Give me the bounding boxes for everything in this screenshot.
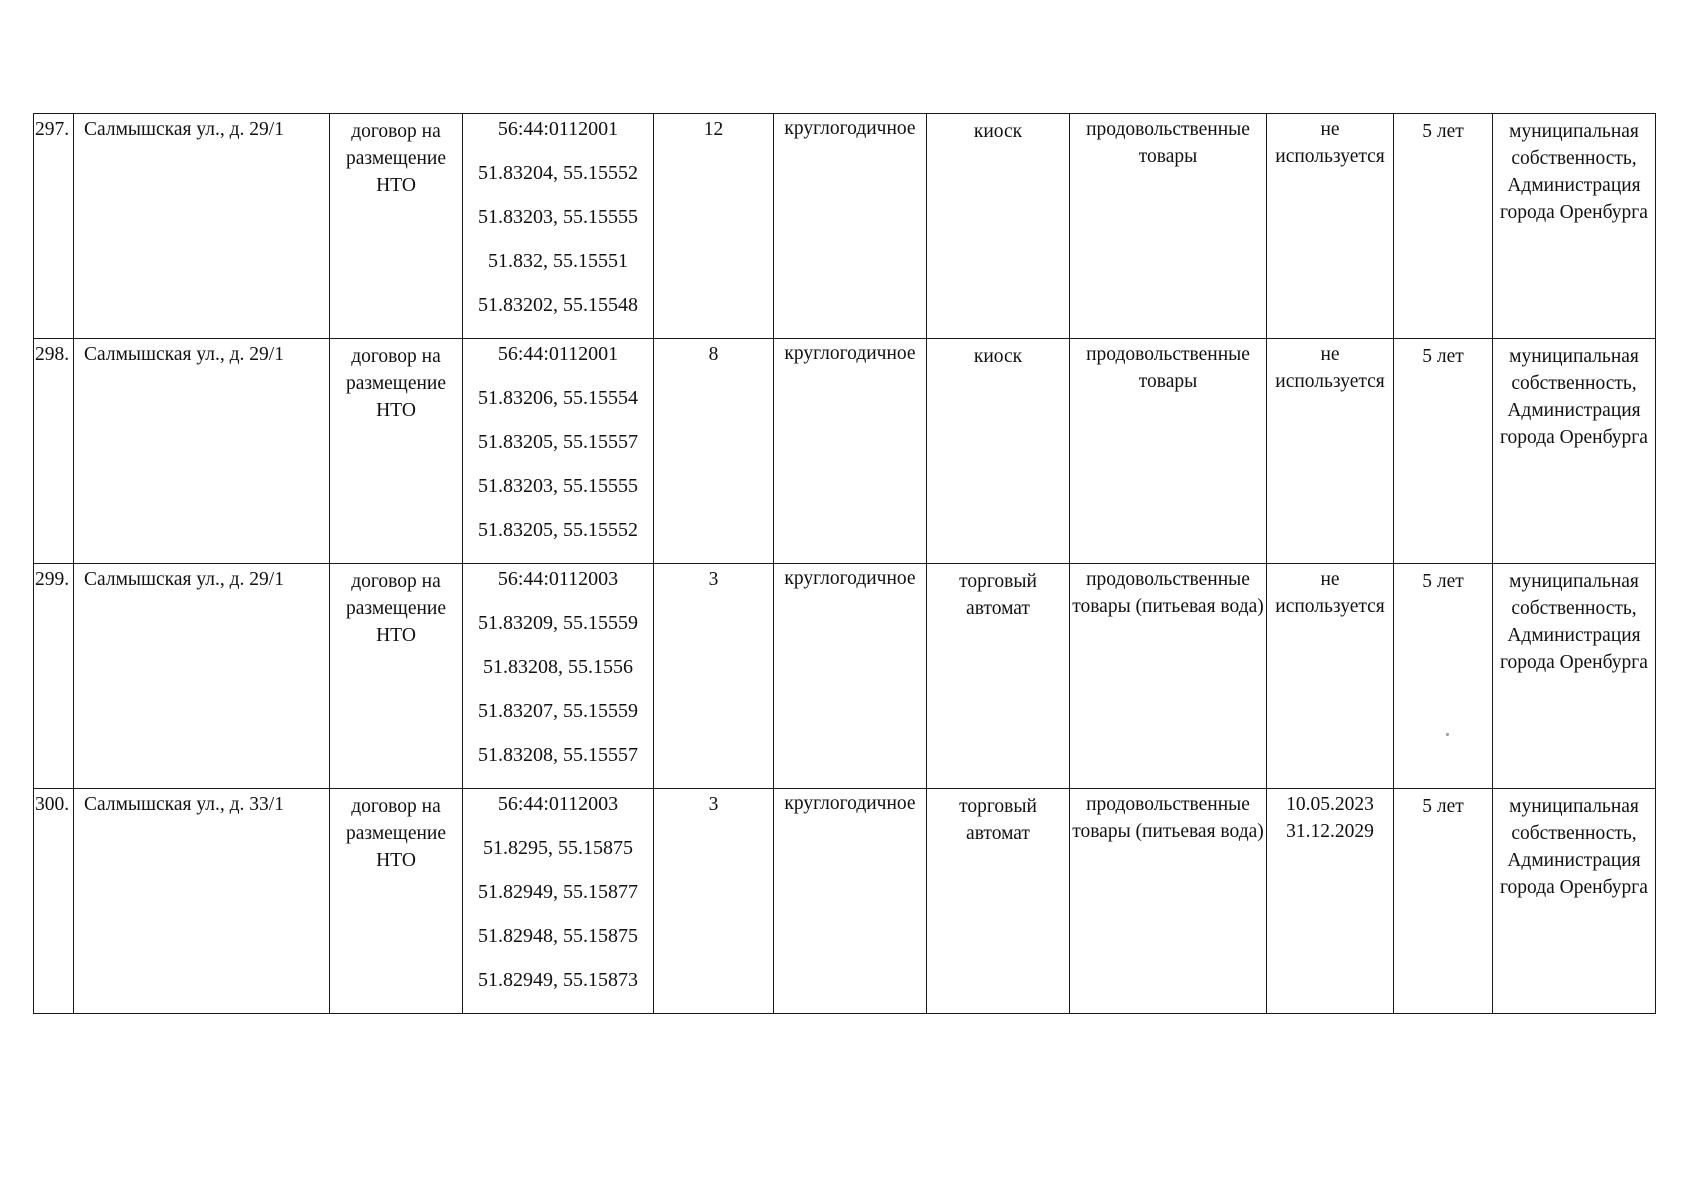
coordinate-pair: 51.83208, 55.15557 (478, 744, 638, 766)
object-type-cell: торговый автомат (927, 789, 1070, 1014)
term-cell: 5 лет (1394, 114, 1493, 339)
usage-cell: не используется (1267, 339, 1394, 564)
coordinate-pair: 51.82948, 55.15875 (478, 925, 638, 947)
coordinate-pair: 51.82949, 55.15873 (478, 969, 638, 991)
document-cell: договор на размещение НТО (330, 339, 463, 564)
address-cell: Салмышская ул., д. 33/1 (74, 789, 330, 1014)
address-cell: Салмышская ул., д. 29/1 (74, 564, 330, 789)
coordinate-pair: 51.83203, 55.15555 (478, 475, 638, 497)
period-cell: круглогодичное (774, 114, 927, 339)
cadastral-cell (463, 564, 654, 789)
object-type-cell: киоск (927, 114, 1070, 339)
period-cell: круглогодичное (774, 564, 927, 789)
usage-cell: не используется (1267, 564, 1394, 789)
nto-registry-table (33, 113, 1656, 1014)
row-number: 300. (34, 789, 74, 1014)
table-body (34, 114, 1656, 1014)
cadastral-number: 56:44:0112001 (497, 118, 619, 140)
row-number: 298. (34, 339, 74, 564)
cadastral-cell (463, 789, 654, 1014)
area-cell: 3 (654, 564, 774, 789)
document-cell: договор на размещение НТО (330, 564, 463, 789)
coordinate-pair: 51.83205, 55.15552 (478, 519, 638, 541)
coordinate-pair: 51.83205, 55.15557 (478, 431, 638, 453)
coordinate-pair: 51.83208, 55.1556 (483, 656, 633, 678)
coordinate-pair: 51.832, 55.15551 (488, 250, 628, 272)
term-cell: 5 лет (1394, 789, 1493, 1014)
row-number: 297. (34, 114, 74, 339)
address-cell: Салмышская ул., д. 29/1 (74, 339, 330, 564)
scan-speck (1446, 733, 1449, 736)
owner-cell: муниципальная собственность, Администрация города Оренбурга (1493, 564, 1656, 789)
table-row (34, 564, 1656, 789)
cadastral-number: 56:44:0112003 (497, 793, 619, 815)
document-cell: договор на размещение НТО (330, 114, 463, 339)
row-number: 299. (34, 564, 74, 789)
area-cell: 3 (654, 789, 774, 1014)
table-row (34, 339, 1656, 564)
period-cell: круглогодичное (774, 339, 927, 564)
owner-cell: муниципальная собственность, Администрация города Оренбурга (1493, 339, 1656, 564)
object-type-cell: торговый автомат (927, 564, 1070, 789)
coordinate-pair: 51.83207, 55.15559 (478, 700, 638, 722)
cadastral-cell (463, 339, 654, 564)
term-cell: 5 лет (1394, 564, 1493, 789)
coordinate-pair: 51.83209, 55.15559 (478, 612, 638, 634)
area-cell: 12 (654, 114, 774, 339)
cadastral-cell (463, 114, 654, 339)
document-cell: договор на размещение НТО (330, 789, 463, 1014)
object-type-cell: киоск (927, 339, 1070, 564)
coordinate-pair: 51.83203, 55.15555 (478, 206, 638, 228)
usage-cell: 10.05.2023 31.12.2029 (1267, 789, 1394, 1014)
address-cell: Салмышская ул., д. 29/1 (74, 114, 330, 339)
coordinate-pair: 51.83204, 55.15552 (478, 162, 638, 184)
table-row (34, 114, 1656, 339)
owner-cell: муниципальная собственность, Администрация города Оренбурга (1493, 114, 1656, 339)
cadastral-number: 56:44:0112001 (497, 343, 619, 365)
cadastral-number: 56:44:0112003 (497, 568, 619, 590)
specialization-cell: продовольственные товары (1070, 339, 1267, 564)
table-row (34, 789, 1656, 1014)
area-cell: 8 (654, 339, 774, 564)
coordinate-pair: 51.83206, 55.15554 (478, 387, 638, 409)
coordinate-pair: 51.8295, 55.15875 (483, 837, 633, 859)
specialization-cell: продовольственные товары (питьевая вода) (1070, 789, 1267, 1014)
term-cell: 5 лет (1394, 339, 1493, 564)
specialization-cell: продовольственные товары (питьевая вода) (1070, 564, 1267, 789)
specialization-cell: продовольственные товары (1070, 114, 1267, 339)
owner-cell: муниципальная собственность, Администрация города Оренбурга (1493, 789, 1656, 1014)
coordinate-pair: 51.83202, 55.15548 (478, 294, 638, 316)
coordinate-pair: 51.82949, 55.15877 (478, 881, 638, 903)
period-cell: круглогодичное (774, 789, 927, 1014)
usage-cell: не используется (1267, 114, 1394, 339)
